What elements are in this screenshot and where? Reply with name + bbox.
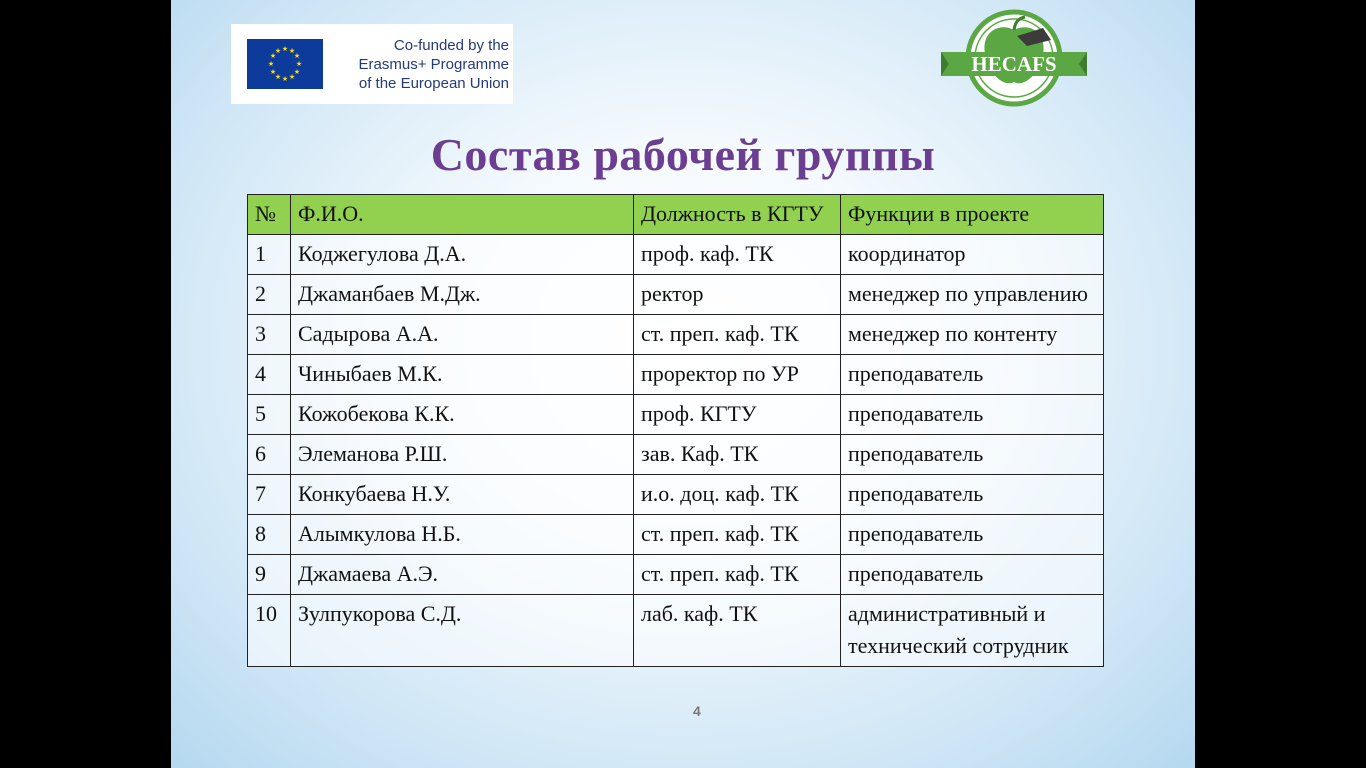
svg-text:★: ★ <box>293 52 301 60</box>
cell-number: 5 <box>248 395 291 435</box>
svg-text:★: ★ <box>288 73 296 81</box>
table-row <box>248 595 1104 667</box>
cell-number: 7 <box>248 475 291 515</box>
hecafs-logo-text: HECAFS <box>971 52 1057 76</box>
cell-name: Алымкулова Н.Б. <box>291 515 634 555</box>
eu-cofunding-logo <box>231 24 513 104</box>
eu-line-1: Co-funded by the <box>393 37 509 54</box>
page-number: 4 <box>693 703 701 719</box>
cell-position: проф. каф. ТК <box>634 235 841 275</box>
header-number: № <box>248 195 291 235</box>
svg-text:★: ★ <box>269 68 277 76</box>
cell-function: преподаватель <box>841 435 1104 475</box>
table-header-row <box>248 195 1104 235</box>
table-row <box>248 475 1104 515</box>
cell-function: преподаватель <box>841 555 1104 595</box>
cell-function: менеджер по контенту <box>841 315 1104 355</box>
cell-number: 4 <box>248 355 291 395</box>
eu-flag-icon <box>247 39 323 89</box>
cell-number: 1 <box>248 235 291 275</box>
cell-name: Элеманова Р.Ш. <box>291 435 634 475</box>
svg-text:★: ★ <box>288 47 296 55</box>
cell-number: 9 <box>248 555 291 595</box>
cell-name: Зулпукорова С.Д. <box>291 595 634 667</box>
cell-number: 3 <box>248 315 291 355</box>
cell-number: 8 <box>248 515 291 555</box>
cell-position: ст. преп. каф. ТК <box>634 315 841 355</box>
cell-name: Коджегулова Д.А. <box>291 235 634 275</box>
cell-number: 6 <box>248 435 291 475</box>
table-row <box>248 275 1104 315</box>
table-row <box>248 235 1104 275</box>
cell-position: проф. КГТУ <box>634 395 841 435</box>
cell-position: зав. Каф. ТК <box>634 435 841 475</box>
svg-text:★: ★ <box>293 68 301 76</box>
cell-name: Садырова А.А. <box>291 315 634 355</box>
cell-function: преподаватель <box>841 475 1104 515</box>
header-position: Должность в КГТУ <box>634 195 841 235</box>
svg-text:★: ★ <box>267 60 275 68</box>
cell-function: преподаватель <box>841 515 1104 555</box>
table-row <box>248 315 1104 355</box>
cell-function: административный и технический сотрудник <box>841 595 1104 667</box>
cell-position: и.о. доц. каф. ТК <box>634 475 841 515</box>
hecafs-logo <box>939 8 1089 108</box>
cell-function: преподаватель <box>841 395 1104 435</box>
svg-text:★: ★ <box>269 52 277 60</box>
cell-name: Джаманбаев М.Дж. <box>291 275 634 315</box>
svg-text:★: ★ <box>274 47 282 55</box>
page-title: Состав рабочей группы <box>430 129 936 180</box>
cell-name: Кожобекова К.К. <box>291 395 634 435</box>
table-row <box>248 355 1104 395</box>
cell-number: 10 <box>248 595 291 667</box>
slide <box>171 0 1195 768</box>
svg-text:★: ★ <box>274 73 282 81</box>
cell-number: 2 <box>248 275 291 315</box>
cell-name: Конкубаева Н.У. <box>291 475 634 515</box>
cell-name: Чиныбаев М.К. <box>291 355 634 395</box>
cell-function: координатор <box>841 235 1104 275</box>
svg-text:★: ★ <box>281 75 289 83</box>
header-function: Функции в проекте <box>841 195 1104 235</box>
svg-text:★: ★ <box>281 45 289 53</box>
header-name: Ф.И.О. <box>291 195 634 235</box>
svg-text:★: ★ <box>295 60 303 68</box>
cell-position: лаб. каф. ТК <box>634 595 841 667</box>
cell-position: ст. преп. каф. ТК <box>634 515 841 555</box>
cell-position: ректор <box>634 275 841 315</box>
table-row <box>248 435 1104 475</box>
eu-line-3: of the European Union <box>358 75 509 92</box>
cell-position: ст. преп. каф. ТК <box>634 555 841 595</box>
table-row <box>248 515 1104 555</box>
cell-function: преподаватель <box>841 355 1104 395</box>
eu-line-2: Erasmus+ Programme <box>358 56 509 73</box>
cell-name: Джамаева А.Э. <box>291 555 634 595</box>
eu-cofunding-text <box>337 36 521 93</box>
table-row <box>248 555 1104 595</box>
table-row <box>248 395 1104 435</box>
working-group-table <box>247 194 1104 667</box>
cell-function: менеджер по управлению <box>841 275 1104 315</box>
cell-position: проректор по УР <box>634 355 841 395</box>
